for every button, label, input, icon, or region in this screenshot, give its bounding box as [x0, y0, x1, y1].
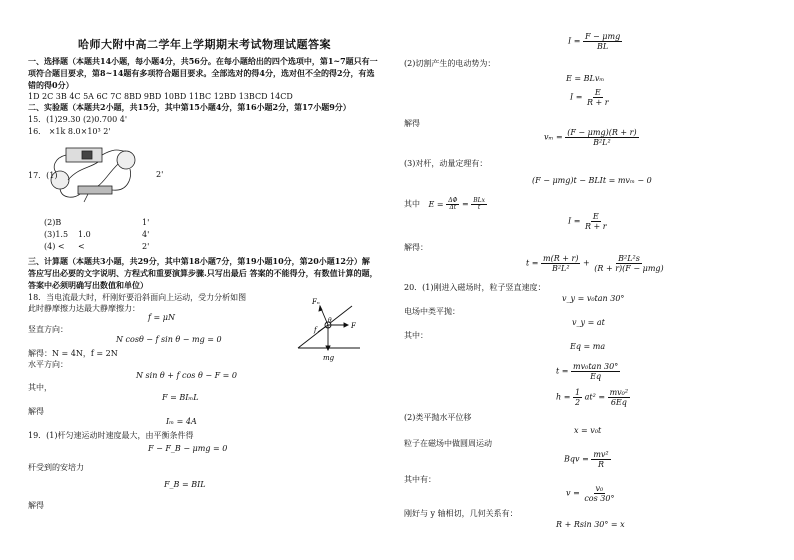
q19-eq-p: (F − μmg)t − BLIt = mvₘ − 0: [532, 176, 652, 185]
q17-score: 2': [156, 170, 164, 179]
where-label: 其中: [404, 199, 420, 209]
voltmeter: [117, 151, 135, 169]
eq-mid: at² =: [584, 392, 606, 402]
denominator: B²L²: [551, 264, 570, 273]
q19-eq-i2: [568, 212, 609, 231]
q20-circle: 粒子在磁场中做圆周运动: [404, 439, 492, 448]
q18-eq5: Iₘ = 4A: [166, 417, 197, 426]
q17-2: (2)B: [44, 218, 62, 227]
sec1-line1: 一、选择题（本题共14小题，每小题4分，共56分。在每小题给出的四个选项中，第1~7题只有一: [28, 56, 378, 66]
fraction-2: [608, 388, 631, 407]
numerator: m(R + r): [543, 254, 579, 263]
q20-field: 电场中类平抛：: [404, 307, 460, 316]
q20-t-eq: [556, 362, 620, 381]
q18-solve: 解得: [28, 407, 44, 416]
q17-4b: <: [78, 242, 85, 251]
eq-lhs: I =: [568, 36, 581, 46]
denominator: B²L²: [593, 138, 611, 147]
numerator: mv²: [593, 450, 609, 459]
numerator: F − μmg: [584, 32, 621, 41]
q19-emf: (2)切割产生的电动势为：: [404, 59, 496, 68]
fraction: [565, 128, 638, 147]
fraction: [591, 450, 610, 469]
denominator: R + r: [584, 222, 607, 231]
q20-bqv-eq: [564, 450, 611, 469]
q18-sol: 解得：N = 4N，f = 2N: [28, 349, 118, 358]
fraction: [571, 362, 620, 381]
denominator: Δt: [449, 204, 457, 211]
q20-eq1: v_y = v₀tan 30°: [562, 294, 625, 303]
q17-3a: (3)1.5: [44, 230, 69, 239]
q19-eq-e: E = BLvₘ: [566, 74, 605, 83]
fraction: [582, 484, 616, 503]
q17: 17．(1): [28, 171, 58, 180]
denominator: R: [597, 460, 604, 469]
fraction-1: [446, 198, 459, 211]
q18-vert: 竖直方向：: [28, 325, 68, 334]
label-fn: Fₙ: [312, 298, 320, 306]
q20-also: 其中有：: [404, 475, 436, 484]
page-title: 哈师大附中高二学年上学期期末考试物理试题答案: [78, 38, 331, 51]
fraction-2: [471, 198, 487, 211]
q20-where: 其中：: [404, 331, 428, 340]
numerator: E: [592, 212, 599, 221]
q19-force: 杆受到的安培力: [28, 463, 84, 472]
q19-vm-eq: [544, 128, 639, 147]
denominator: 6Eq: [610, 398, 627, 407]
rheostat: [78, 186, 112, 194]
circuit-diagram: [48, 138, 148, 208]
q17-3-score: 4': [142, 230, 150, 239]
label-f: f: [314, 326, 317, 334]
q20-h-eq: [556, 388, 630, 407]
numerator: v₀: [595, 484, 604, 493]
eq-lhs: vₘ =: [544, 132, 563, 142]
q19-solve: 解得: [28, 501, 44, 510]
q20-eq3: Eq = ma: [570, 342, 606, 351]
q19-solve3: 解得：: [404, 243, 428, 252]
q19-where: 其中 E = $\frac{\Delta\Phi}{\Delta t}$ = $\frac{\text{BLx}}{t}$: [404, 197, 486, 211]
q18-eq3: N sin θ + f cos θ − F = 0: [136, 371, 237, 380]
denominator: Eq: [590, 372, 602, 381]
fraction-1: [541, 254, 580, 273]
q17-4-score: 2': [142, 242, 150, 251]
q20-v-eq: [566, 484, 616, 503]
numerator: mv₀tan 30°: [573, 362, 619, 371]
q19-intro: 19．(1)杆匀速运动时速度最大，由平衡条件得: [28, 431, 194, 440]
q20-eq2: v_y = at: [572, 318, 605, 327]
denominator: t: [477, 204, 481, 211]
plus: +: [583, 258, 590, 268]
sec2-heading: 二、实验题（本题共2小题，共15分，其中第15小题4分，第16小题2分，第17小题9分）: [28, 102, 351, 112]
q18-eq2: N cosθ − f sin θ − mg = 0: [116, 335, 222, 344]
q19-current-eq: [568, 32, 622, 51]
q19-eq1: F − F_B − μmg = 0: [148, 444, 228, 453]
q18-horiz: 水平方向：: [28, 360, 68, 369]
eq-lhs: v =: [566, 488, 580, 498]
q19-t-eq: [526, 254, 666, 273]
sec3-line2: 答应写出必要的文字说明、方程式和重要演算步骤.只写出最后 答案的不能得分，有数值计算的题，: [28, 268, 378, 278]
label-F: F: [351, 322, 356, 330]
denominator: BL: [596, 42, 609, 51]
eq-lhs: h =: [556, 392, 571, 402]
q18-where: 其中，: [28, 383, 52, 392]
sec1-line3: 错的得0分）: [28, 80, 74, 90]
fraction-1: [573, 388, 582, 407]
q17-3b: 1.0: [78, 230, 91, 239]
denominator: R + r: [586, 98, 609, 107]
numerator: ΔΦ: [448, 197, 458, 204]
q19-solve2: 解得: [404, 119, 420, 128]
numerator: mv₀²: [609, 388, 629, 397]
fraction: [583, 212, 609, 231]
eq-lhs: Bqv =: [564, 454, 589, 464]
q20-tangent: 刚好与 y 轴相切，几何关系有：: [404, 509, 518, 518]
label-mg: mg: [323, 354, 335, 362]
q20-intro: 20．(1)刚进入磁场时，粒子竖直速度：: [404, 283, 546, 292]
q17-2-score: 1': [142, 218, 150, 227]
eq-lhs: t =: [526, 258, 539, 268]
q19-momentum: (3)对杆，动量定理有：: [404, 159, 488, 168]
where-lhs: E =: [428, 199, 444, 209]
denominator: 2: [574, 398, 581, 407]
q19-eq2: F_B = BIL: [164, 480, 206, 489]
q16: 16． ×1k 8.0×10³ 2': [28, 127, 111, 136]
denominator: cos 30°: [584, 494, 615, 503]
q15: 15．(1)29.30 (2)0.700 4': [28, 115, 128, 124]
eq-lhs: t =: [556, 366, 569, 376]
sec1-line2: 项符合题目要求，第8~14题有多项符合题目要求。全部选对的得4分，选对但不全的得2分，有选: [28, 68, 375, 78]
numerator: (F − μmg)(R + r): [567, 128, 637, 137]
q17-4a: (4) <: [44, 242, 65, 251]
sec3-line3: 答案中必须明确写出数值和单位）: [28, 280, 148, 290]
q18-intro1: 18．当电流最大时，杆刚好要沿斜面向上运动，受力分析如图: [28, 293, 247, 302]
fraction: [585, 88, 611, 107]
q18-eq4: F = BIₘL: [162, 393, 199, 402]
q20-eq-x: x = v₀t: [574, 426, 602, 435]
numerator: 1: [574, 388, 581, 397]
q18-eq1: f = μN: [148, 313, 175, 322]
eq-lhs: I =: [568, 216, 581, 226]
force-diagram: [290, 292, 370, 364]
q19-eq-i: [570, 88, 611, 107]
denominator: (R + r)(F − μmg): [594, 264, 664, 273]
fraction-2: [592, 254, 665, 273]
eq-lhs: I =: [570, 92, 583, 102]
sec3-line1: 三、计算题（本题共3小题，共29分，其中第18小题7分，第19小题10分，第20小题12分）解: [28, 256, 370, 266]
q18-intro2: 此时静摩擦力达最大静摩擦力：: [28, 304, 140, 313]
sec1-answers: 1D 2C 3B 4C 5A 6C 7C 8BD 9BD 10BD 11BC 12BD 13BCD 14CD: [28, 92, 293, 101]
numerator: BLx: [473, 197, 486, 204]
fraction: [583, 32, 622, 51]
numerator: B²L²s: [618, 254, 640, 263]
label-theta: θ: [328, 317, 332, 324]
q20-eq-geo: R + Rsin 30° = x: [556, 520, 625, 529]
numerator: E: [594, 88, 601, 97]
q20-part2: (2)类平抛水平位移: [404, 413, 472, 422]
